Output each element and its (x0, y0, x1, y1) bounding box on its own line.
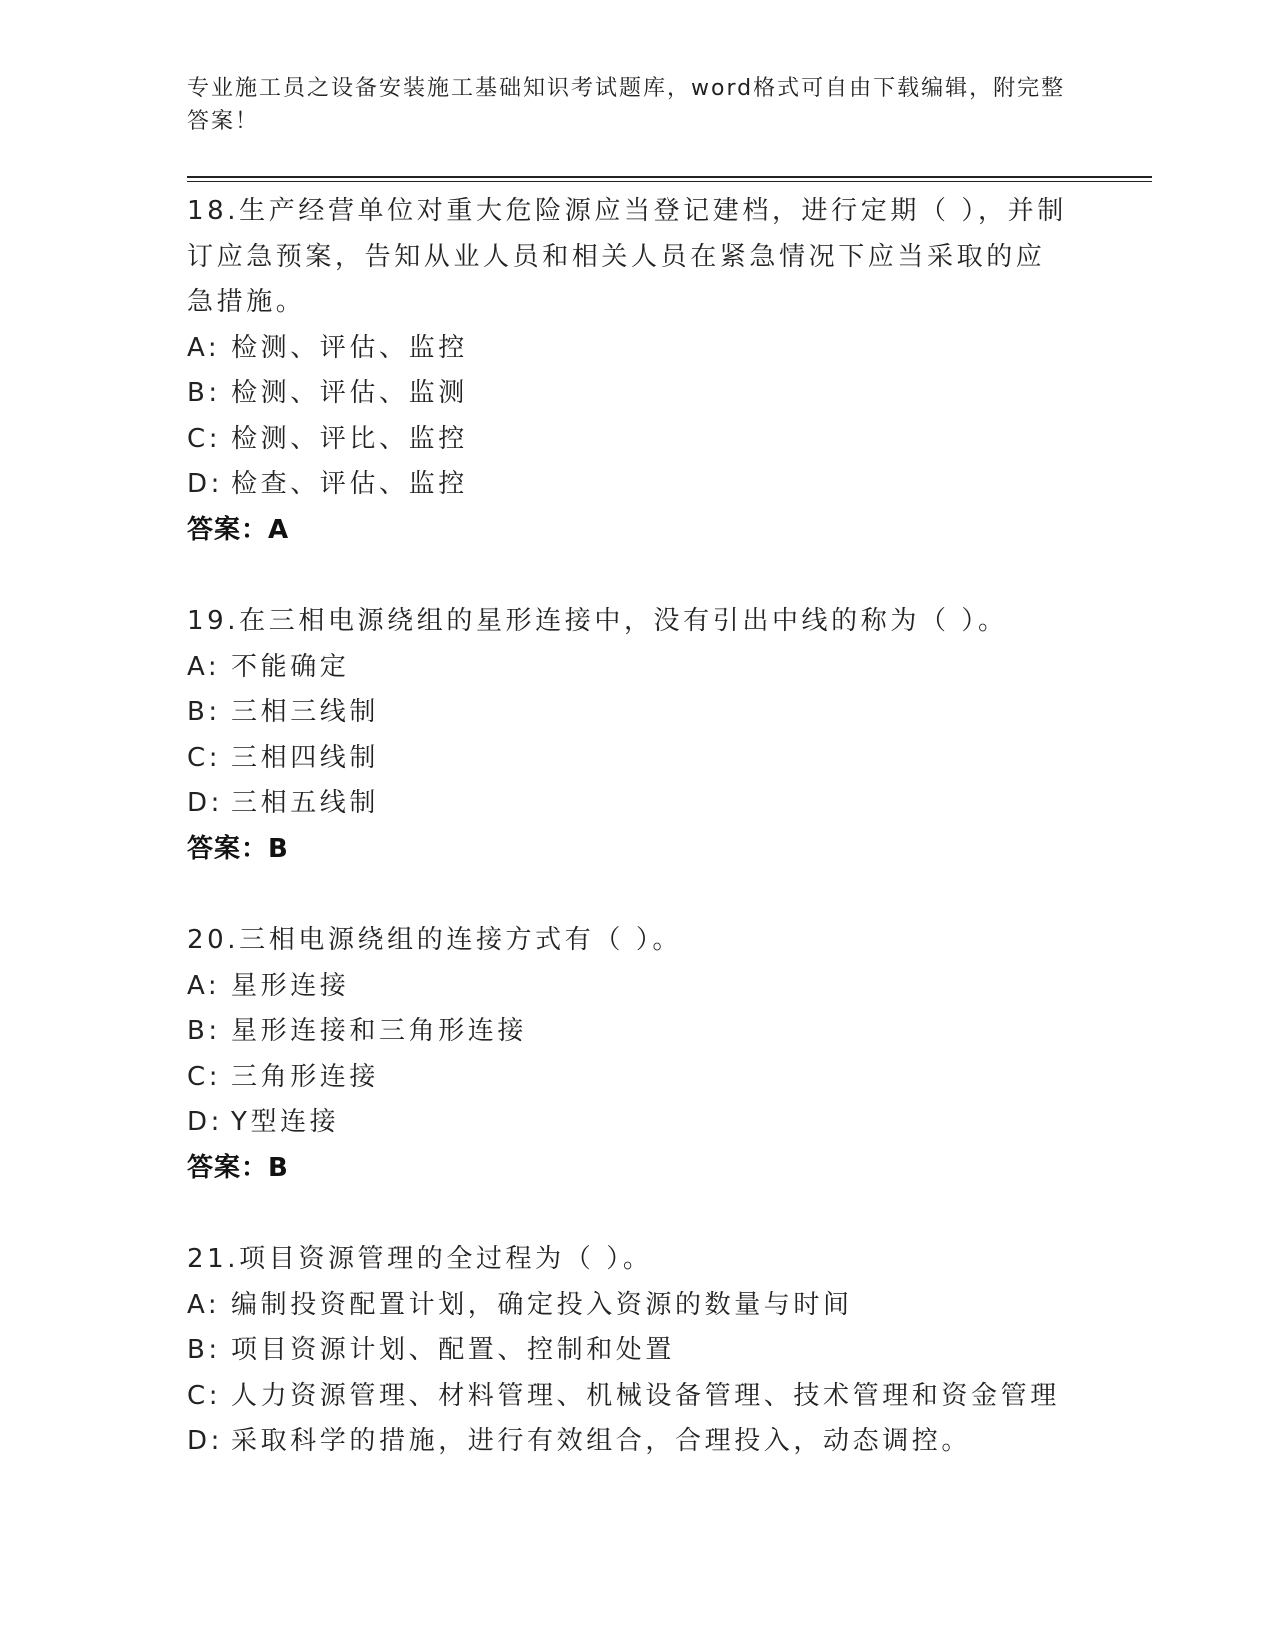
option-a (187, 964, 1087, 1010)
option-letter: A: (187, 332, 221, 363)
option-a (187, 645, 1087, 691)
option-text: 编制投资配置计划，确定投入资源的数量与时间 (231, 1289, 853, 1320)
answer-line: 答案：B (187, 1152, 289, 1183)
option-text: 星形连接 (231, 970, 350, 1001)
option-letter: D: (187, 469, 223, 499)
option-letter: D: (187, 788, 223, 818)
option-text: 检查、评估、监控 (231, 469, 468, 499)
option-letter: C: (187, 423, 222, 454)
option-letter: D: (187, 1426, 223, 1456)
option-letter: A: (187, 651, 221, 682)
document-header: 专业施工员之设备安装施工基础知识考试题库，word格式可自由下载编辑，附完整答案！ (187, 76, 1066, 134)
option-b (187, 1328, 1087, 1374)
option-text: 检测、评估、监控 (231, 332, 468, 363)
option-text: 不能确定 (231, 651, 350, 682)
option-letter: A: (187, 1289, 221, 1320)
option-letter: D: (187, 1107, 223, 1137)
option-c (187, 1374, 1087, 1420)
question-stem: 20.三相电源绕组的连接方式有（ ）。 (187, 925, 683, 955)
option-d (187, 1419, 1087, 1465)
option-c (187, 736, 1087, 782)
option-letter: C: (187, 1061, 222, 1092)
header-divider-thin (187, 181, 1152, 182)
option-c (187, 1055, 1087, 1101)
option-text: Y型连接 (231, 1107, 340, 1137)
option-a (187, 1283, 1087, 1329)
option-c (187, 417, 1087, 463)
header-divider-thick (187, 176, 1152, 178)
question-19 (187, 599, 1087, 872)
question-list (187, 189, 1087, 1511)
option-letter: B: (187, 1335, 221, 1365)
question-stem: 18.生产经营单位对重大危险源应当登记建档，进行定期（ ），并制订应急预案，告知从业人员和相关人员在紧急情况下应当采取的应急措施。 (187, 196, 1067, 317)
option-letter: A: (187, 970, 221, 1001)
option-text: 检测、评估、监测 (231, 378, 468, 408)
option-letter: C: (187, 1380, 222, 1411)
option-text: 三相五线制 (231, 788, 380, 818)
option-letter: C: (187, 742, 222, 773)
question-18 (187, 189, 1087, 553)
option-d (187, 781, 1087, 827)
option-text: 采取科学的措施，进行有效组合，合理投入，动态调控。 (231, 1426, 972, 1456)
option-text: 三角形连接 (231, 1061, 380, 1092)
option-a (187, 326, 1087, 372)
question-stem: 21.项目资源管理的全过程为（ ）。 (187, 1244, 653, 1274)
option-text: 检测、评比、监控 (231, 423, 468, 454)
option-b (187, 690, 1087, 736)
answer-line: 答案：A (187, 514, 290, 545)
option-text: 三相四线制 (231, 742, 380, 773)
option-d (187, 1100, 1087, 1146)
option-text: 星形连接和三角形连接 (231, 1016, 528, 1046)
option-d (187, 462, 1087, 508)
question-21 (187, 1237, 1087, 1465)
option-letter: B: (187, 378, 221, 408)
option-b (187, 371, 1087, 417)
option-letter: B: (187, 1016, 221, 1046)
option-b (187, 1009, 1087, 1055)
option-letter: B: (187, 697, 221, 727)
question-20 (187, 918, 1087, 1191)
option-text: 人力资源管理、材料管理、机械设备管理、技术管理和资金管理 (231, 1380, 1060, 1411)
question-stem: 19.在三相电源绕组的星形连接中，没有引出中线的称为（ ）。 (187, 606, 1008, 636)
option-text: 三相三线制 (231, 697, 380, 727)
option-text: 项目资源计划、配置、控制和处置 (231, 1335, 676, 1365)
answer-line: 答案：B (187, 833, 289, 864)
